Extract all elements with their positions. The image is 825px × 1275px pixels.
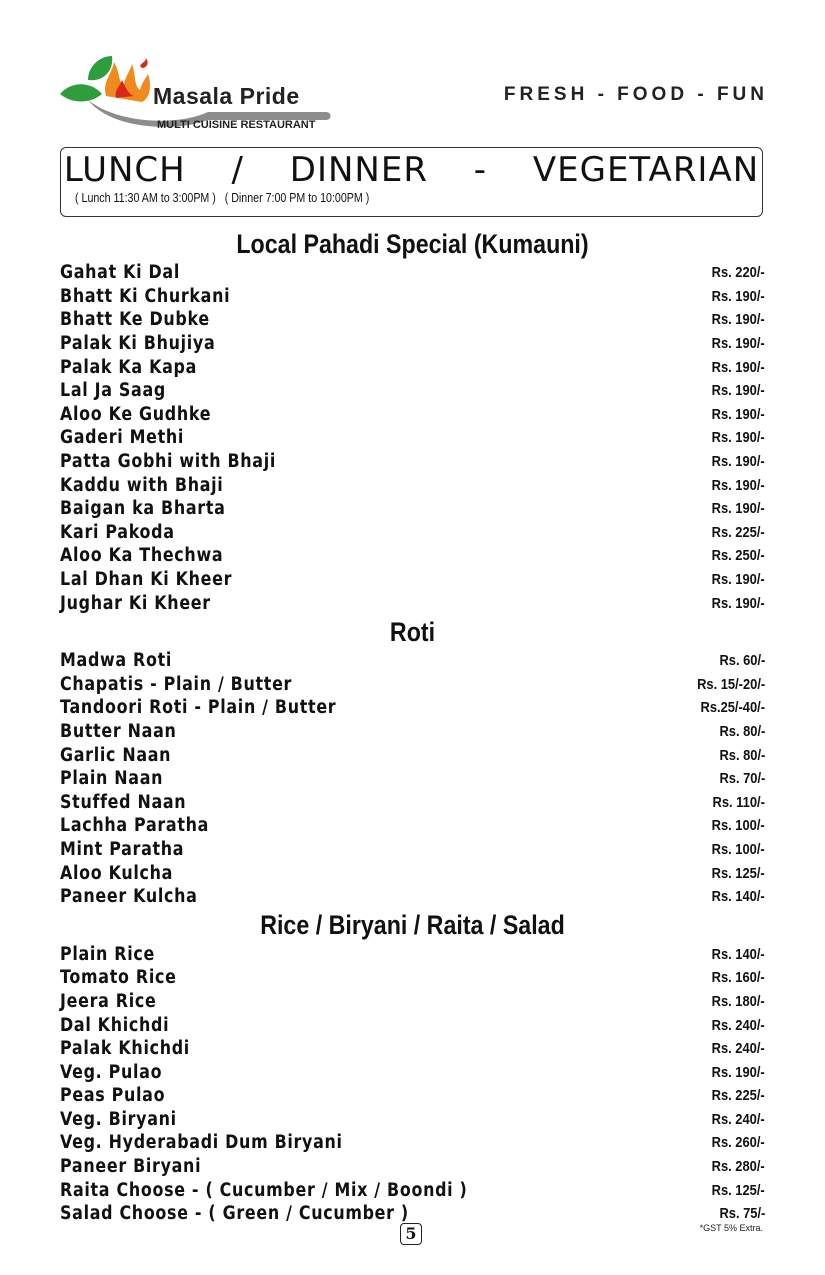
menu-item-name: Garlic Naan bbox=[60, 744, 172, 766]
menu-item-name: Stuffed Naan bbox=[60, 791, 187, 813]
menu-item bbox=[60, 1037, 765, 1061]
menu-item bbox=[60, 1155, 765, 1179]
flame-icon bbox=[140, 58, 148, 68]
menu-item-price: Rs. 160/- bbox=[711, 969, 765, 987]
menu-item-name: Dal Khichdi bbox=[60, 1014, 170, 1036]
menu-item-name: Veg. Hyderabadi Dum Biryani bbox=[60, 1132, 343, 1154]
menu-item bbox=[60, 696, 765, 720]
menu-item-price: Rs. 80/- bbox=[719, 746, 765, 764]
menu-item-price: Rs. 190/- bbox=[711, 405, 765, 423]
menu-item-price: Rs. 100/- bbox=[711, 840, 765, 858]
section-heading: Local Pahadi Special (Kumauni) bbox=[236, 229, 589, 259]
menu-item-name: Lal Ja Saag bbox=[60, 380, 166, 402]
menu-item bbox=[60, 497, 765, 521]
menu-item-name: Peas Pulao bbox=[60, 1085, 166, 1107]
menu-item bbox=[60, 355, 765, 379]
menu-item-price: Rs. 260/- bbox=[711, 1134, 765, 1152]
menu-item-price: Rs. 190/- bbox=[711, 429, 765, 447]
menu-item-name: Jeera Rice bbox=[60, 990, 157, 1012]
menu-item-name: Baigan ka Bharta bbox=[60, 498, 226, 520]
menu-item-price: Rs. 80/- bbox=[719, 722, 765, 740]
menu-item-price: Rs. 280/- bbox=[711, 1158, 765, 1176]
menu-item-price: Rs. 190/- bbox=[711, 571, 765, 589]
menu-item-price: Rs. 220/- bbox=[711, 264, 765, 282]
menu-item-price: Rs. 190/- bbox=[711, 500, 765, 518]
menu-item-price: Rs. 240/- bbox=[711, 1016, 765, 1034]
menu-item-name: Aloo Kulcha bbox=[60, 862, 174, 884]
menu-item-price: Rs. 190/- bbox=[711, 287, 765, 305]
menu-item-price: Rs. 75/- bbox=[719, 1205, 765, 1223]
menu-item bbox=[60, 568, 765, 592]
menu-item-price: Rs. 190/- bbox=[711, 311, 765, 329]
menu-item-name: Aloo Ka Thechwa bbox=[60, 545, 224, 567]
menu-item bbox=[60, 521, 765, 545]
menu-item-price: Rs. 240/- bbox=[711, 1110, 765, 1128]
menu-item-name: Jughar Ki Kheer bbox=[60, 592, 211, 614]
menu-item-price: Rs. 125/- bbox=[711, 864, 765, 882]
menu-item-name: Plain Naan bbox=[60, 768, 164, 790]
menu-item-price: Rs. 70/- bbox=[719, 770, 765, 788]
menu-item-price: Rs. 190/- bbox=[711, 594, 765, 612]
menu-item-name: Patta Gobhi with Bhaji bbox=[60, 451, 277, 473]
menu-item bbox=[60, 942, 765, 966]
menu-item bbox=[60, 1060, 765, 1084]
menu-item bbox=[60, 885, 765, 909]
menu-item-name: Gahat Ki Dal bbox=[60, 262, 180, 284]
menu-item bbox=[60, 990, 765, 1014]
menu-item-name: Kari Pakoda bbox=[60, 521, 175, 543]
menu-item bbox=[60, 261, 765, 285]
menu-item-name: Bhatt Ke Dubke bbox=[60, 309, 210, 331]
menu-item-price: Rs. 190/- bbox=[711, 453, 765, 471]
menu-item bbox=[60, 673, 765, 697]
menu-item bbox=[60, 1013, 765, 1037]
menu-item bbox=[60, 720, 765, 744]
menu-item bbox=[60, 308, 765, 332]
menu-item bbox=[60, 966, 765, 990]
menu-item bbox=[60, 379, 765, 403]
menu-item-name: Lal Dhan Ki Kheer bbox=[60, 569, 233, 591]
menu-item-name: Madwa Roti bbox=[60, 650, 173, 672]
brand-name: Masala Pride bbox=[153, 83, 300, 109]
menu-item bbox=[60, 591, 765, 615]
menu-item bbox=[60, 403, 765, 427]
tagline: FRESH - FOOD - FUN bbox=[503, 84, 768, 105]
menu-item bbox=[60, 473, 765, 497]
menu-item-price: Rs. 225/- bbox=[711, 1087, 765, 1105]
menu-item-name: Gaderi Methi bbox=[60, 427, 185, 449]
menu-item bbox=[60, 426, 765, 450]
page-number: 5 bbox=[400, 1223, 422, 1245]
menu-item bbox=[60, 544, 765, 568]
menu-item-name: Veg. Pulao bbox=[60, 1061, 163, 1083]
menu-item-price: Rs. 60/- bbox=[719, 652, 765, 670]
menu-item bbox=[60, 1108, 765, 1132]
menu-item bbox=[60, 861, 765, 885]
menu-item bbox=[60, 285, 765, 309]
menu-item bbox=[60, 332, 765, 356]
menu-item-name: Aloo Ke Gudhke bbox=[60, 403, 212, 425]
menu-item-name: Palak Khichdi bbox=[60, 1038, 190, 1060]
menu-item bbox=[60, 743, 765, 767]
menu-item-name: Tomato Rice bbox=[60, 967, 177, 989]
menu-item-name: Mint Paratha bbox=[60, 838, 185, 860]
menu-item-price: Rs.25/-40/- bbox=[700, 699, 765, 717]
section-heading: Roti bbox=[389, 616, 436, 647]
menu-item-price: Rs. 190/- bbox=[711, 358, 765, 376]
menu-item-price: Rs. 140/- bbox=[711, 888, 765, 906]
menu-item-name: Paneer Biryani bbox=[60, 1156, 202, 1178]
menu-title-box bbox=[60, 147, 763, 217]
leaf-icon bbox=[60, 84, 102, 101]
menu-item-name: Tandoori Roti - Plain / Butter bbox=[60, 697, 337, 719]
menu-item-name: Veg. Biryani bbox=[60, 1108, 177, 1130]
menu-title: LUNCH / DINNER - VEGETARIAN bbox=[63, 150, 760, 190]
menu-item-price: Rs. 190/- bbox=[711, 1063, 765, 1081]
menu-item-name: Lachha Paratha bbox=[60, 815, 210, 837]
menu-item-name: Palak Ki Bhujiya bbox=[60, 333, 216, 355]
menu-item-name: Palak Ka Kapa bbox=[60, 356, 198, 378]
menu-item bbox=[60, 767, 765, 791]
menu-item-name: Chapatis - Plain / Butter bbox=[60, 673, 293, 695]
menu-item-price: Rs. 15/-20/- bbox=[696, 675, 765, 693]
menu-item-price: Rs. 140/- bbox=[711, 945, 765, 963]
menu-item-name: Paneer Kulcha bbox=[60, 886, 198, 908]
section-heading: Rice / Biryani / Raita / Salad bbox=[260, 910, 565, 941]
menu-item bbox=[60, 649, 765, 673]
menu-item-price: Rs. 225/- bbox=[711, 523, 765, 541]
menu-item bbox=[60, 814, 765, 838]
menu-item bbox=[60, 450, 765, 474]
menu-item-name: Kaddu with Bhaji bbox=[60, 474, 224, 496]
menu-item-name: Bhatt Ki Churkani bbox=[60, 285, 231, 307]
menu-item bbox=[60, 838, 765, 862]
menu-item bbox=[60, 1131, 765, 1155]
menu-item bbox=[60, 790, 765, 814]
menu-item-price: Rs. 100/- bbox=[711, 817, 765, 835]
menu-item-price: Rs. 125/- bbox=[711, 1181, 765, 1199]
gst-note: *GST 5% Extra. bbox=[699, 1223, 763, 1233]
menu-list bbox=[60, 227, 765, 1226]
menu-item-name: Plain Rice bbox=[60, 943, 155, 965]
menu-item-price: Rs. 240/- bbox=[711, 1040, 765, 1058]
menu-item-price: Rs. 180/- bbox=[711, 992, 765, 1010]
menu-item bbox=[60, 1084, 765, 1108]
menu-item-price: Rs. 250/- bbox=[711, 547, 765, 565]
menu-item-price: Rs. 190/- bbox=[711, 476, 765, 494]
menu-item-name: Butter Naan bbox=[60, 720, 177, 742]
menu-item-price: Rs. 190/- bbox=[711, 335, 765, 353]
menu-item bbox=[60, 1178, 765, 1202]
brand-subtitle: MULTI CUISINE RESTAURANT bbox=[157, 119, 316, 131]
menu-item-name: Salad Choose - ( Green / Cucumber ) bbox=[60, 1203, 409, 1225]
menu-item-price: Rs. 110/- bbox=[712, 793, 765, 811]
menu-item-name: Raita Choose - ( Cucumber / Mix / Boondi ) bbox=[60, 1179, 468, 1201]
menu-item-price: Rs. 190/- bbox=[711, 382, 765, 400]
service-hours: ( Lunch 11:30 AM to 3:00PM ) ( Dinner 7:00 PM to 10:00PM ) bbox=[75, 190, 370, 205]
